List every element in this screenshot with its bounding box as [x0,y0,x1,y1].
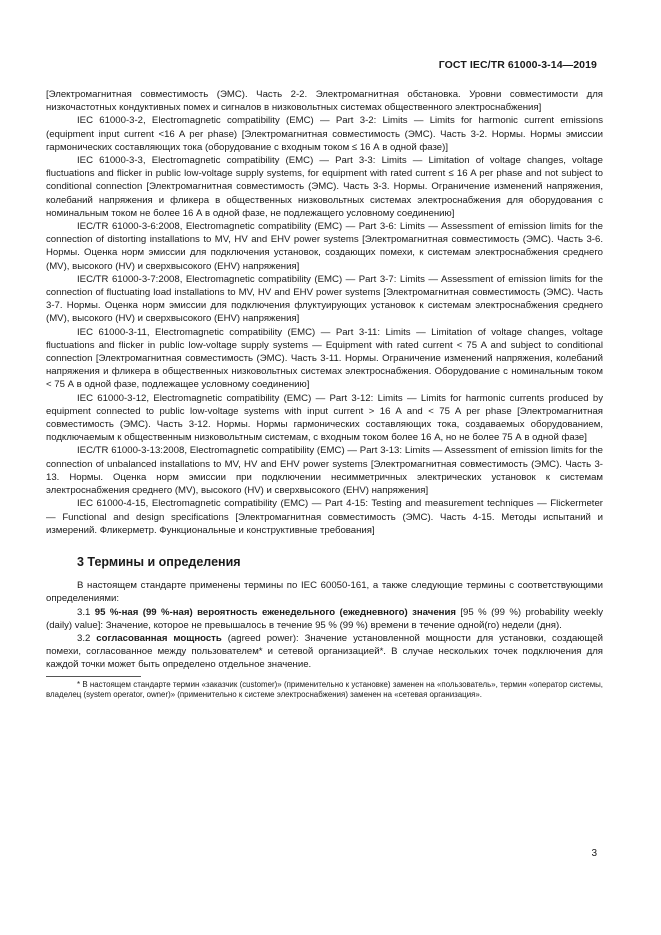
document-body [46,88,603,701]
term-definition-text: (agreed power): Значение установленной мощности для установки, создающей помехи, согласованное между пользователем* и сетевой организацией*. В случае нескольких точек подключения для каждой точки может быть определено отдельное значение. [46,632,603,671]
term-definition [46,632,603,672]
reference-item: IEC/TR 61000-3-13:2008, Electromagnetic compatibility (EMC) — Part 3-13: Limits — Assessment of emission limits for the connection of unbalanced installations to MV, HV and EHV power systems [Электромагнитная совместимость (ЭМС). Часть 3-13. Нормы. Оценка норм эмиссии при подключении несимметричных электрических установок к системам электроснабжения среднего (MV), высокого (HV) и сверхвысокого (EHV) напряжения] [46,445,603,497]
footnote: * В настоящем стандарте термин «заказчик (customer)» (применительно к установке) заменен на «пользователь», термин «оператор системы, владелец (system operator, owner)» (применительно к системе электроснабжения) заменен на «сетевая организация». [46,679,603,700]
reference-item: IEC 61000-4-15, Electromagnetic compatibility (EMC) — Part 4-15: Testing and measurement techniques — Flickermeter — Functional and design specifications [Электромагнитная совместимость (ЭМС). Часть 4-15. Методы испытаний и измерений. Фликерметр. Функциональные и конструктивные требования] [46,498,603,536]
reference-item: IEC/TR 61000-3-7:2008, Electromagnetic compatibility (EMC) — Part 3-7: Limits — Assessment of emission limits for the connection of fluctuating load installations to MV, HV and EHV power systems [Электромагнитная совместимость (ЭМС). Часть 3-7. Нормы. Оценка норм эмиссии для подключения флуктуирующих установок к системам электроснабжения среднего (MV), высокого (HV) и сверхвысокого (EHV) напряжения] [46,273,603,325]
term-name: 95 %-ная (99 %-ная) вероятность еженедельного (ежедневного) значения [94,606,456,618]
document-code-header: ГОСТ IEC/TR 61000-3-14—2019 [438,59,597,71]
reference-item: IEC/TR 61000-3-6:2008, Electromagnetic compatibility (EMC) — Part 3-6: Limits — Assessment of emission limits for the connection of distorting installations to MV, HV and EHV power systems [Электромагнитная совместимость (ЭМС). Часть 3-6. Нормы. Оценка норм эмиссии для подключения установок, создающих помехи, к системам электроснабжения среднего (MV), высокого (HV) и сверхвысокого (EHV) напряжения] [46,221,603,272]
reference-item: IEC 61000-3-11, Electromagnetic compatibility (EMC) — Part 3-11: Limits — Limitation of voltage changes, voltage fluctuations and flicker in public low-voltage supply systems — Equipment with rated current < 75 A and subject to conditional connection [Электромагнитная совместимость (ЭМС). Часть 3-11. Нормы. Ограничение изменений напряжения, колебаний напряжения и фликера в общественных низковольтных системах электроснабжения. Оборудование с номинальным током < 75 А в одной фазе, подлежащее условному соединению] [46,326,603,391]
term-definition-text: [95 % (99 %) probability weekly (daily) value]: Значение, которое не превышалось в течение 95 % (99 %) времени в течение одной(го) недели (дня). [46,606,603,631]
section-heading: 3 Термины и определения [77,554,241,569]
reference-item: [Электромагнитная совместимость (ЭМС). Часть 2-2. Электромагнитная обстановка. Уровни совместимости для низкочастотных кондуктивных помех и сигналов в низковольтных системах общественного электроснабжения] [46,89,603,114]
section-intro: В настоящем стандарте применены термины по IEC 60050-161, а также следующие термины с соответствующими определениями: [46,580,603,605]
reference-item: IEC 61000-3-3, Electromagnetic compatibility (EMC) — Part 3-3: Limits — Limitation of voltage changes, voltage fluctuations and flicker in public low-voltage supply systems, for equipment with rated current ≤ 16 A per phase and not subject to conditional connection [Электромагнитная совместимость (ЭМС). Часть 3-3. Нормы. Ограничение изменений напряжения, колебаний напряжения и фликера в общественных низковольтных системах электроснабжения для оборудования с номинальным током не более 16 А в одной фазе, не подлежащего условному соединению] [46,155,603,219]
reference-item: IEC 61000-3-2, Electromagnetic compatibility (EMC) — Part 3-2: Limits — Limits for harmonic current emissions (equipment input current <16 A per phase) [Электромагнитная совместимость (ЭМС). Часть 3-2. Нормы. Нормы эмиссии гармонических составляющих тока (оборудование с входным током ≤ 16 А в одной фазе)] [46,115,603,153]
term-definition [46,606,603,632]
term-number: 3.2 [77,632,91,644]
page-number: 3 [591,848,597,859]
term-name: согласованная мощность [96,632,222,644]
reference-item: IEC 61000-3-12, Electromagnetic compatibility (EMC) — Part 3-12: Limits — Limits for harmonic currents produced by equipment connected to public low-voltage systems with input current > 16 A and < 75 A per phase [Электромагнитная совместимость (ЭМС). Часть 3-12. Нормы. Нормы гармонических составляющих тока, создаваемых оборудованием, подключаемым к общественным низковольтным системам, с входным током более 16 А, но не более 75 А в одной фазе] [46,392,603,444]
term-number: 3.1 [77,606,91,618]
footnote-divider [46,676,141,677]
